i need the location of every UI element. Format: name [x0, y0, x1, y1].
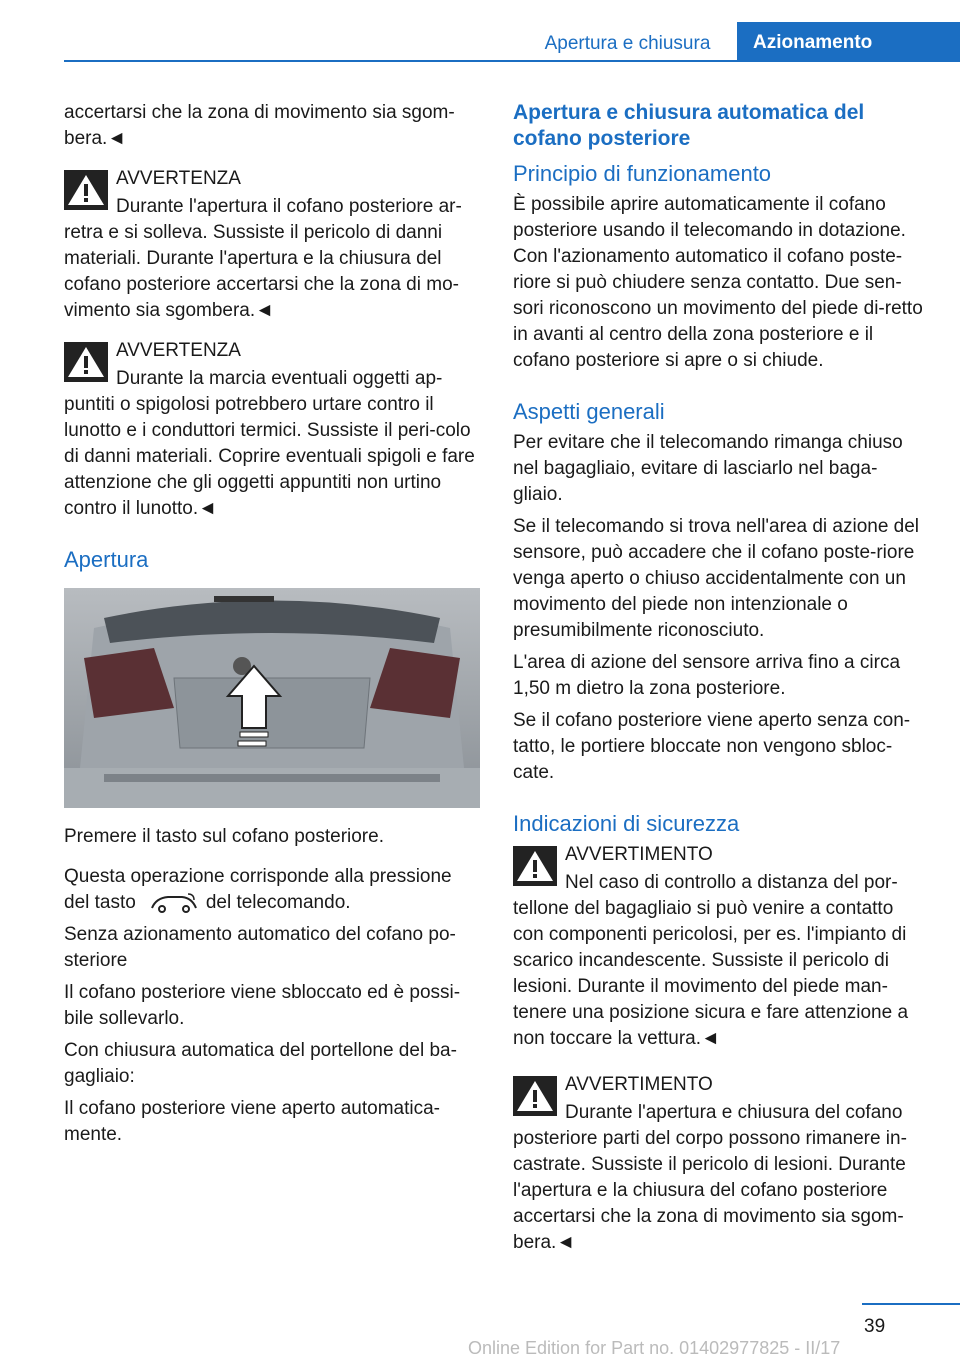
tailgate-photo: [64, 588, 480, 808]
warning-text-first-line: Durante l'apertura il cofano posteriore ar-: [116, 196, 462, 217]
paragraph: accertarsi che la zona di movimento sia sgom-bera.◄: [64, 102, 455, 149]
warning-block: [64, 166, 482, 324]
warning-text-first-line: Nel caso di controllo a distanza del por-: [565, 872, 898, 893]
warning-text: tellone del bagagliaio si può venire a contatto con componenti pericolosi, per es. l'impianto di scarico incandescente. Sussiste il pericolo di lesioni. Durante il movimento del piede man-tenere una posizione sicura e fare attenzione a non toccare la vettura.◄: [513, 898, 909, 1049]
warning-triangle-icon: [513, 1076, 557, 1116]
warning-block: [513, 842, 927, 1052]
paragraph: Senza azionamento automatico del cofano po-steriore: [64, 924, 456, 971]
section-heading-apertura: Apertura: [64, 547, 149, 572]
warning-text: puntiti o spigolosi potrebbero urtare contro il lunotto e i conduttori termici. Sussiste il peri-colo di danni materiali. Coprire eventuali spigoli e fare attenzione che gli oggetti appuntiti non urtino contro il lunotto.◄: [64, 394, 475, 519]
car-tailgate-icon: [150, 892, 198, 914]
header-chapter-tab: Azionamento: [737, 22, 960, 62]
warning-block: [64, 338, 482, 522]
warning-text-first-line: Durante l'apertura e chiusura del cofano: [565, 1102, 903, 1123]
header-rule: [64, 60, 960, 62]
paragraph: Il cofano posteriore viene aperto automatica-mente.: [64, 1098, 440, 1145]
paragraph: È possibile aprire automaticamente il cofano posteriore usando il telecomando in dotazione. Con l'azionamento automatico il cofano poste-riore si può chiudere senza contatto. Due sen-sori riconoscono un movimento del piede di-retto in avanti al centro della zona posteriore e il cofano posteriore si apre o si chiude.: [513, 194, 923, 371]
paragraph: Con chiusura automatica del portellone del ba-gagliaio:: [64, 1040, 457, 1087]
paragraph: L'area di azione del sensore arriva fino a circa 1,50 m dietro la zona posteriore.: [513, 652, 901, 699]
warning-title: AVVERTENZA: [116, 168, 241, 189]
warning-triangle-icon: [64, 170, 108, 210]
warning-text-first-line: Durante la marcia eventuali oggetti ap-: [116, 368, 443, 389]
subheading-principio: Principio di funzionamento: [513, 161, 772, 186]
section-title: Apertura e chiusura automatica del cofano posteriore: [513, 101, 865, 150]
warning-text: posteriore parti del corpo possono rimanere in-castrate. Sussiste il pericolo di lesioni. Durante l'apertura e la chiusura del cofano posteriore accertarsi che la zona di movimento sia sgom-bera.◄: [513, 1128, 907, 1253]
subheading-aspetti: Aspetti generali: [513, 399, 665, 424]
footer-rule: [862, 1303, 960, 1305]
warning-title: AVVERTENZA: [116, 340, 241, 361]
warning-triangle-icon: [513, 846, 557, 886]
left-column: [64, 100, 482, 1154]
paragraph: Premere il tasto sul cofano posteriore.: [64, 826, 384, 847]
footer-edition: Online Edition for Part no. 01402977825 - II/17: [468, 1338, 841, 1358]
paragraph: Per evitare che il telecomando rimanga chiuso nel bagagliaio, evitare di lasciarlo nel baga-gliaio.: [513, 432, 903, 505]
warning-title: AVVERTIMENTO: [565, 1074, 713, 1095]
header-section-title: Apertura e chiusura: [544, 33, 711, 54]
paragraph: Se il cofano posteriore viene aperto senza con-tatto, le portiere bloccate non vengono sbloc-cate.: [513, 710, 911, 783]
paragraph-with-icon: [64, 864, 482, 916]
paragraph: Il cofano posteriore viene sbloccato ed è possi-bile sollevarlo.: [64, 982, 461, 1029]
paragraph: Se il telecomando si trova nell'area di azione del sensore, può accadere che il cofano poste-riore venga aperto o chiuso accidentalmente con un movimento del piede non intenzionale o presumibilmente riconosciuto.: [513, 516, 920, 641]
warning-triangle-icon: [64, 342, 108, 382]
warning-text: retra e si solleva. Sussiste il pericolo di danni materiali. Durante l'apertura e la chiusura del cofano posteriore accertarsi che la zona di mo-vimento sia sgombera.◄: [64, 222, 459, 321]
paragraph-text: Questa operazione corrisponde alla pressione del tasto: [64, 866, 452, 913]
subheading-sicurezza: Indicazioni di sicurezza: [513, 811, 740, 836]
warning-block: [513, 1072, 927, 1256]
paragraph-text: del telecomando.: [205, 892, 351, 913]
warning-title: AVVERTIMENTO: [565, 844, 713, 865]
page-number: 39: [864, 1316, 886, 1337]
right-column: [513, 100, 927, 1266]
